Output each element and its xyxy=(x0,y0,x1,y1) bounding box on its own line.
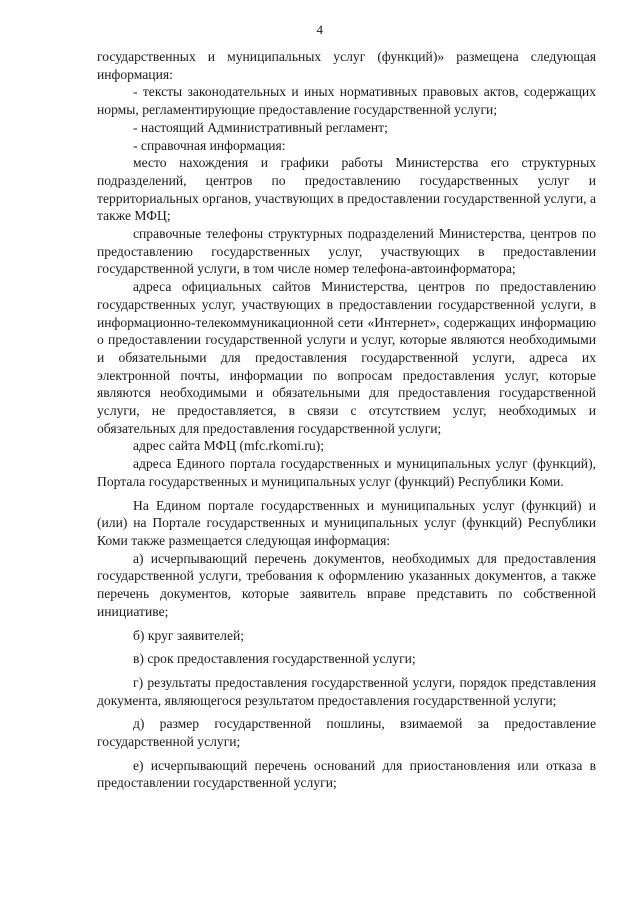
paragraph-list-item: а) исчерпывающий перечень документов, необходимых для предоставления государственной услуги, требования к оформлению указанных документов, а также перечень документов, которые заявитель вправе представить по собственной инициативе; xyxy=(97,550,596,619)
paragraph-list-item: в) срок предоставления государственной услуги; xyxy=(133,651,416,667)
paragraph: место нахождения и графики работы Министерства его структурных подразделений, центров по предоставлению государственных услуг и территориальных органов, участвующих в предоставлении государственной услуги, а также МФЦ; xyxy=(97,155,596,224)
paragraph-list-item: б) круг заявителей; xyxy=(133,627,245,643)
paragraph-list-item: - настоящий Административный регламент; xyxy=(133,119,388,135)
paragraph: На Едином портале государственных и муниципальных услуг (функций) и (или) на Портале государственных и муниципальных услуг (функций) Республики Коми также размещается следующая информация: xyxy=(97,497,596,548)
paragraph-list-item: е) исчерпывающий перечень оснований для приостановления или отказа в предоставлении государственной услуги; xyxy=(97,757,596,791)
paragraph: адрес сайта МФЦ (mfc.rkomi.ru); xyxy=(133,438,325,454)
paragraph-list-item: - тексты законодательных и иных нормативных правовых актов, содержащих нормы, регламентирующие предоставление государственной услуги; xyxy=(97,84,596,118)
paragraph: государственных и муниципальных услуг (функций)» размещена следующая информация: xyxy=(97,49,596,82)
paragraph-list-item: г) результаты предоставления государственной услуги, порядок представления документа, являющегося результатом предоставления государственной услуги; xyxy=(97,674,596,708)
paragraph: адреса официальных сайтов Министерства, центров по предоставлению государственных услуг, участвующих в предоставлении государственной услуги, в информационно-телекоммуникационной сети «Интернет», содержащих информацию о предоставлении государственной услуги и услуг, которые являются необходимыми и обязательными для предоставления государственной услуги, адреса их электронной почты, информации по вопросам предоставления услуг, которые являются необходимыми и обязательными для предоставления государственной услуги, не предоставляется, в связи с отсутствием услуг, необходимых и обязательных для предоставления государственной услуги; xyxy=(97,279,596,436)
paragraph-list-item: д) размер государственной пошлины, взимаемой за предоставление государственной услуги; xyxy=(97,716,596,750)
paragraph: справочные телефоны структурных подразделений Министерства, центров по предоставлению государственных услуг, участвующих в предоставлении государственной услуги, в том числе номер телефона-автоинформатора; xyxy=(97,226,596,277)
document-body xyxy=(97,48,596,792)
page-number: 4 xyxy=(316,22,324,37)
paragraph: адреса Единого портала государственных и муниципальных услуг (функций), Портала государственных и муниципальных услуг (функций) Республики Коми. xyxy=(97,456,596,489)
paragraph-list-item: - справочная информация: xyxy=(133,137,286,153)
